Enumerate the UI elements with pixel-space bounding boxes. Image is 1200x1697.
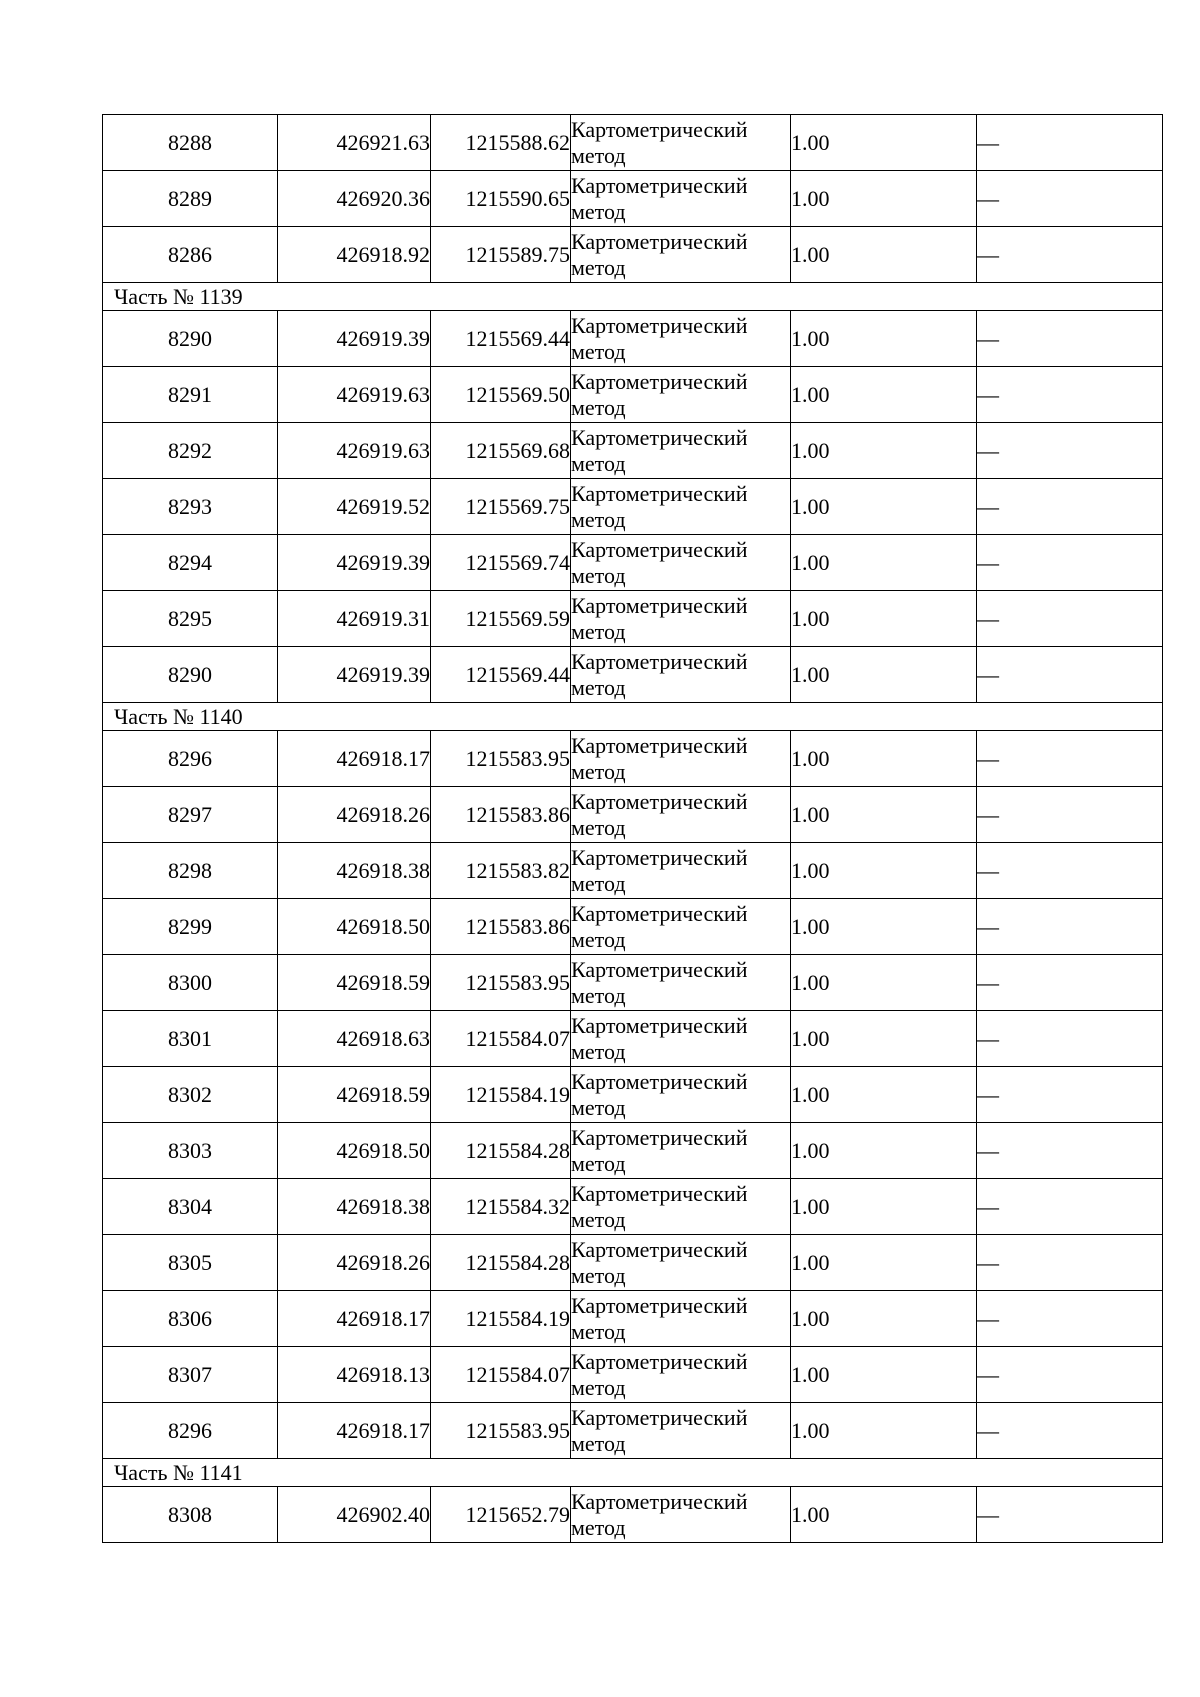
accuracy-cell: 1.00 [791,535,977,591]
table-row [103,367,1163,423]
accuracy-cell: 1.00 [791,1403,977,1459]
x-coordinate-cell: 426918.63 [278,1011,431,1067]
y-coordinate-cell: 1215569.50 [431,367,571,423]
description-cell: — [977,1179,1163,1235]
point-number-cell: 8290 [103,311,278,367]
table-row [103,171,1163,227]
table-row [103,1235,1163,1291]
method-cell: Картометрический метод [571,955,791,1011]
method-cell: Картометрический метод [571,647,791,703]
accuracy-cell: 1.00 [791,731,977,787]
point-number-cell: 8296 [103,731,278,787]
description-cell: — [977,899,1163,955]
x-coordinate-cell: 426919.39 [278,311,431,367]
description-cell: — [977,591,1163,647]
x-coordinate-cell: 426919.63 [278,367,431,423]
y-coordinate-cell: 1215569.59 [431,591,571,647]
method-cell: Картометрический метод [571,1235,791,1291]
table-row [103,1179,1163,1235]
accuracy-cell: 1.00 [791,899,977,955]
method-cell: Картометрический метод [571,1179,791,1235]
part-label: Часть № 1141 [103,1459,1163,1487]
y-coordinate-cell: 1215583.95 [431,1403,571,1459]
x-coordinate-cell: 426920.36 [278,171,431,227]
y-coordinate-cell: 1215584.19 [431,1067,571,1123]
y-coordinate-cell: 1215569.44 [431,311,571,367]
y-coordinate-cell: 1215583.95 [431,731,571,787]
table-row [103,1487,1163,1543]
description-cell: — [977,1011,1163,1067]
x-coordinate-cell: 426918.50 [278,1123,431,1179]
part-label: Часть № 1139 [103,283,1163,311]
description-cell: — [977,479,1163,535]
y-coordinate-cell: 1215584.07 [431,1347,571,1403]
y-coordinate-cell: 1215584.28 [431,1235,571,1291]
table-row [103,115,1163,171]
accuracy-cell: 1.00 [791,367,977,423]
point-number-cell: 8290 [103,647,278,703]
accuracy-cell: 1.00 [791,1235,977,1291]
x-coordinate-cell: 426918.59 [278,1067,431,1123]
point-number-cell: 8288 [103,115,278,171]
y-coordinate-cell: 1215652.79 [431,1487,571,1543]
description-cell: — [977,731,1163,787]
accuracy-cell: 1.00 [791,311,977,367]
method-cell: Картометрический метод [571,1291,791,1347]
description-cell: — [977,1347,1163,1403]
y-coordinate-cell: 1215584.32 [431,1179,571,1235]
table-row [103,535,1163,591]
point-number-cell: 8289 [103,171,278,227]
y-coordinate-cell: 1215584.28 [431,1123,571,1179]
part-label: Часть № 1140 [103,703,1163,731]
method-cell: Картометрический метод [571,1123,791,1179]
x-coordinate-cell: 426921.63 [278,115,431,171]
x-coordinate-cell: 426918.59 [278,955,431,1011]
method-cell: Картометрический метод [571,843,791,899]
x-coordinate-cell: 426918.50 [278,899,431,955]
method-cell: Картометрический метод [571,1487,791,1543]
x-coordinate-cell: 426918.92 [278,227,431,283]
y-coordinate-cell: 1215584.19 [431,1291,571,1347]
method-cell: Картометрический метод [571,423,791,479]
part-header-row [103,283,1163,311]
table-row [103,731,1163,787]
y-coordinate-cell: 1215590.65 [431,171,571,227]
point-number-cell: 8307 [103,1347,278,1403]
accuracy-cell: 1.00 [791,843,977,899]
table-row [103,955,1163,1011]
description-cell: — [977,1123,1163,1179]
x-coordinate-cell: 426919.39 [278,535,431,591]
accuracy-cell: 1.00 [791,1179,977,1235]
point-number-cell: 8306 [103,1291,278,1347]
accuracy-cell: 1.00 [791,479,977,535]
accuracy-cell: 1.00 [791,423,977,479]
part-header-row [103,1459,1163,1487]
table-row [103,423,1163,479]
description-cell: — [977,787,1163,843]
point-number-cell: 8298 [103,843,278,899]
point-number-cell: 8292 [103,423,278,479]
method-cell: Картометрический метод [571,1403,791,1459]
part-header-row [103,703,1163,731]
point-number-cell: 8305 [103,1235,278,1291]
description-cell: — [977,367,1163,423]
description-cell: — [977,1291,1163,1347]
y-coordinate-cell: 1215584.07 [431,1011,571,1067]
table-row [103,1123,1163,1179]
table-row [103,591,1163,647]
method-cell: Картометрический метод [571,171,791,227]
y-coordinate-cell: 1215583.86 [431,899,571,955]
table-row [103,1291,1163,1347]
x-coordinate-cell: 426918.38 [278,843,431,899]
point-number-cell: 8286 [103,227,278,283]
point-number-cell: 8299 [103,899,278,955]
x-coordinate-cell: 426919.63 [278,423,431,479]
description-cell: — [977,171,1163,227]
y-coordinate-cell: 1215569.74 [431,535,571,591]
y-coordinate-cell: 1215589.75 [431,227,571,283]
accuracy-cell: 1.00 [791,591,977,647]
table-row [103,1403,1163,1459]
table-row [103,479,1163,535]
method-cell: Картометрический метод [571,227,791,283]
table-row [103,1011,1163,1067]
point-number-cell: 8296 [103,1403,278,1459]
method-cell: Картометрический метод [571,1347,791,1403]
description-cell: — [977,423,1163,479]
x-coordinate-cell: 426918.17 [278,1291,431,1347]
y-coordinate-cell: 1215569.75 [431,479,571,535]
accuracy-cell: 1.00 [791,171,977,227]
accuracy-cell: 1.00 [791,115,977,171]
y-coordinate-cell: 1215583.86 [431,787,571,843]
description-cell: — [977,115,1163,171]
method-cell: Картометрический метод [571,479,791,535]
method-cell: Картометрический метод [571,787,791,843]
point-number-cell: 8304 [103,1179,278,1235]
x-coordinate-cell: 426918.17 [278,731,431,787]
point-number-cell: 8293 [103,479,278,535]
description-cell: — [977,535,1163,591]
description-cell: — [977,843,1163,899]
x-coordinate-cell: 426918.17 [278,1403,431,1459]
method-cell: Картометрический метод [571,1011,791,1067]
x-coordinate-cell: 426919.31 [278,591,431,647]
table-row [103,843,1163,899]
point-number-cell: 8294 [103,535,278,591]
x-coordinate-cell: 426902.40 [278,1487,431,1543]
table-row [103,787,1163,843]
description-cell: — [977,1067,1163,1123]
point-number-cell: 8291 [103,367,278,423]
coordinates-table [102,114,1163,1543]
y-coordinate-cell: 1215583.82 [431,843,571,899]
description-cell: — [977,1487,1163,1543]
description-cell: — [977,311,1163,367]
table-row [103,227,1163,283]
description-cell: — [977,227,1163,283]
table-row [103,1067,1163,1123]
y-coordinate-cell: 1215588.62 [431,115,571,171]
x-coordinate-cell: 426918.26 [278,787,431,843]
table-row [103,311,1163,367]
method-cell: Картометрический метод [571,899,791,955]
point-number-cell: 8297 [103,787,278,843]
x-coordinate-cell: 426918.38 [278,1179,431,1235]
accuracy-cell: 1.00 [791,1347,977,1403]
y-coordinate-cell: 1215569.44 [431,647,571,703]
accuracy-cell: 1.00 [791,1291,977,1347]
description-cell: — [977,647,1163,703]
method-cell: Картометрический метод [571,1067,791,1123]
point-number-cell: 8300 [103,955,278,1011]
table-row [103,899,1163,955]
accuracy-cell: 1.00 [791,955,977,1011]
description-cell: — [977,955,1163,1011]
point-number-cell: 8295 [103,591,278,647]
description-cell: — [977,1235,1163,1291]
accuracy-cell: 1.00 [791,787,977,843]
method-cell: Картометрический метод [571,367,791,423]
x-coordinate-cell: 426919.39 [278,647,431,703]
point-number-cell: 8302 [103,1067,278,1123]
accuracy-cell: 1.00 [791,1123,977,1179]
accuracy-cell: 1.00 [791,1487,977,1543]
point-number-cell: 8301 [103,1011,278,1067]
x-coordinate-cell: 426919.52 [278,479,431,535]
table-row [103,1347,1163,1403]
accuracy-cell: 1.00 [791,647,977,703]
y-coordinate-cell: 1215583.95 [431,955,571,1011]
x-coordinate-cell: 426918.26 [278,1235,431,1291]
method-cell: Картометрический метод [571,591,791,647]
method-cell: Картометрический метод [571,115,791,171]
accuracy-cell: 1.00 [791,1067,977,1123]
coordinates-table-body [103,115,1163,1543]
y-coordinate-cell: 1215569.68 [431,423,571,479]
method-cell: Картометрический метод [571,311,791,367]
accuracy-cell: 1.00 [791,227,977,283]
point-number-cell: 8308 [103,1487,278,1543]
method-cell: Картометрический метод [571,731,791,787]
x-coordinate-cell: 426918.13 [278,1347,431,1403]
point-number-cell: 8303 [103,1123,278,1179]
method-cell: Картометрический метод [571,535,791,591]
description-cell: — [977,1403,1163,1459]
table-row [103,647,1163,703]
accuracy-cell: 1.00 [791,1011,977,1067]
